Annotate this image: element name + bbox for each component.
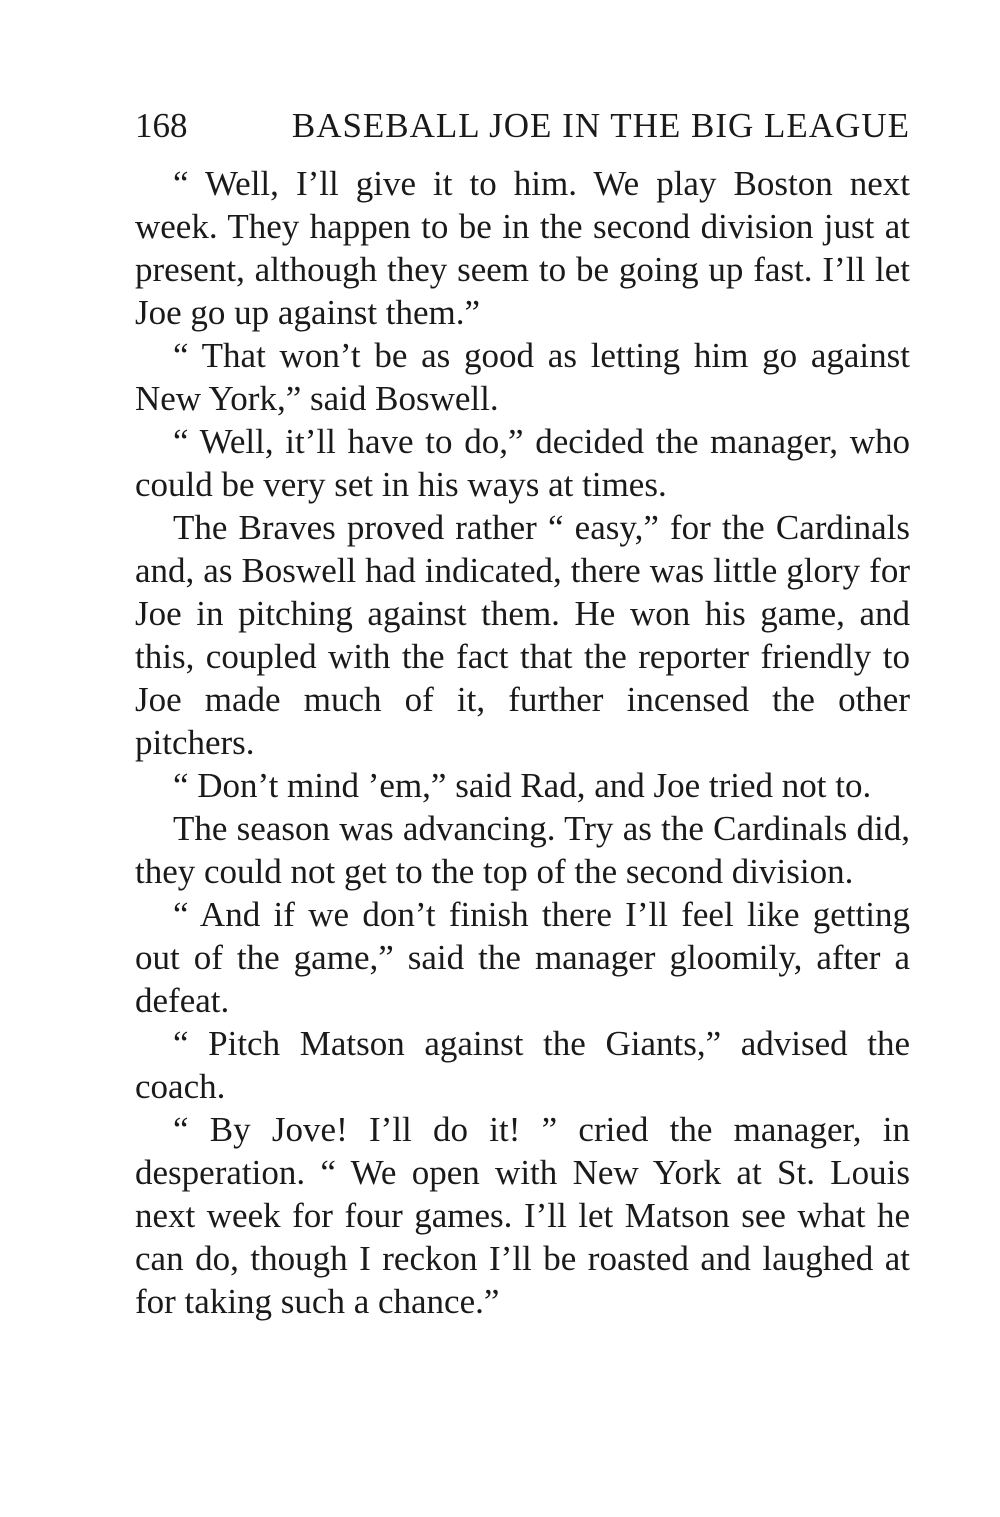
paragraph: “ Don’t mind ’em,” said Rad, and Joe tried not to. [173,766,872,805]
body-text [135,162,910,1323]
paragraph: “ Well, it’ll have to do,” decided the manager, who could be very set in his ways at times. [135,422,910,504]
paragraph: The Braves proved rather “ easy,” for the Cardinals and, as Boswell had indicated, there was little glory for Joe in pitching against them. He won his game, and this, coupled with the fact that the reporter friendly to Joe made much of it, further incensed the other pitchers. [135,508,910,762]
paragraph: The season was advancing. Try as the Cardinals did, they could not get to the top of the second division. [135,809,910,891]
book-page [135,100,910,1323]
running-title: BASEBALL JOE IN THE BIG LEAGUE [291,106,910,145]
running-head [135,100,910,152]
paragraph: “ By Jove! I’ll do it! ” cried the manager, in desperation. “ We open with New York at St. Louis next week for four games. I’ll let Matson see what he can do, though I reckon I’ll be roasted and laughed at for taking such a chance.” [135,1110,910,1321]
paragraph: “ Pitch Matson against the Giants,” advised the coach. [135,1024,910,1106]
paragraph: “ Well, I’ll give it to him. We play Boston next week. They happen to be in the second division just at present, although they seem to be going up fast. I’ll let Joe go up against them.” [135,164,910,332]
paragraph: “ That won’t be as good as letting him go against New York,” said Boswell. [135,336,910,418]
page-number: 168 [135,106,188,145]
paragraph: “ And if we don’t finish there I’ll feel like getting out of the game,” said the manager gloomily, after a defeat. [135,895,910,1020]
